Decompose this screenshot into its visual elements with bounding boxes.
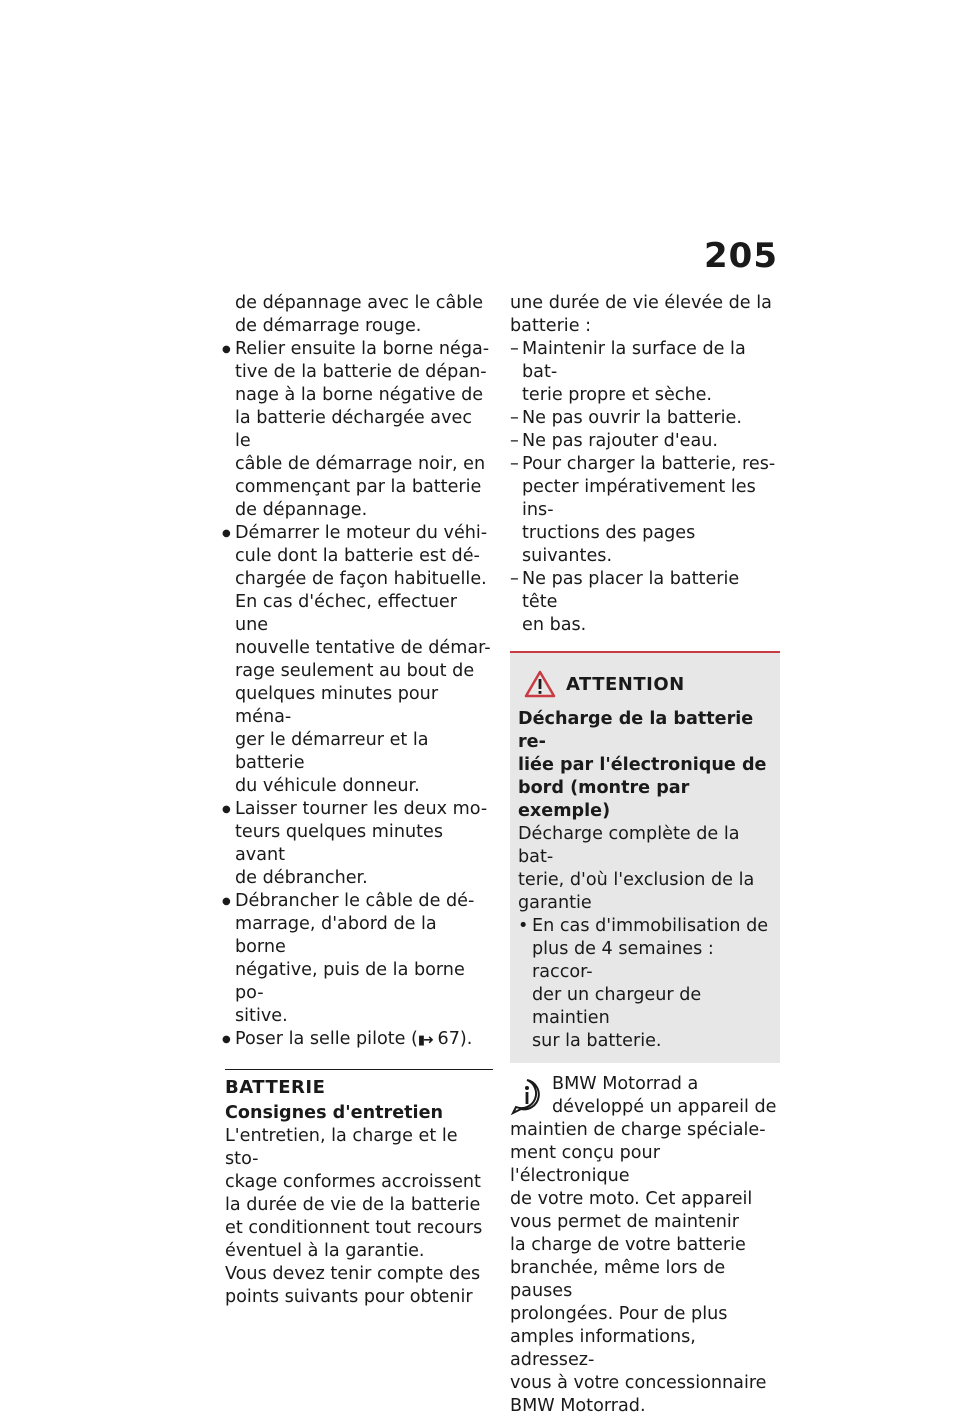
dash-line: – Pour charger la batterie, res- xyxy=(522,454,776,474)
warning-bullet-line: plus de 4 semaines : raccor- xyxy=(532,939,714,982)
bullet-item xyxy=(225,338,493,522)
bullet-line: ● Démarrer le moteur du véhi- xyxy=(235,523,488,543)
paragraph-line: batterie : xyxy=(510,316,592,336)
info-line: vous à votre concessionnaire xyxy=(510,1373,767,1393)
bullet-line: ● Relier ensuite la borne néga- xyxy=(235,339,490,359)
bullet-line: commençant par la batterie xyxy=(235,477,482,497)
bullet-line: quelques minutes pour ména- xyxy=(235,684,439,727)
info-line: maintien de charge spéciale- xyxy=(510,1120,766,1140)
bullet-line: la batterie déchargée avec le xyxy=(235,408,472,451)
dash-line: – Ne pas placer la batterie tête xyxy=(522,569,740,612)
bullet-line: du véhicule donneur. xyxy=(235,776,420,796)
warning-bullet xyxy=(518,915,772,1053)
info-head-text xyxy=(552,1073,776,1119)
bullet-line: Poser la selle pilote ( xyxy=(235,1029,418,1049)
dash-item xyxy=(510,407,780,430)
bullet-line: ● Laisser tourner les deux mo- xyxy=(235,799,488,819)
bullet-item xyxy=(225,890,493,1028)
bullet-line: nouvelle tentative de démar- xyxy=(235,638,491,658)
bullet-line: tive de la batterie de dépan- xyxy=(235,362,487,382)
warning-heading-line: Décharge de la batterie re- xyxy=(518,709,754,752)
paragraph-line: une durée de vie élevée de la xyxy=(510,293,772,313)
info-line: la charge de votre batterie xyxy=(510,1235,746,1255)
bullet-line: ● Débrancher le câble de dé- xyxy=(235,891,475,911)
warning-heading-line: liée par l'électronique de xyxy=(518,755,767,775)
dash-line: pecter impérativement les ins- xyxy=(522,477,756,520)
info-line: développé un appareil de xyxy=(552,1097,777,1117)
info-line: branchée, même lors de pauses xyxy=(510,1258,726,1301)
info-line: BMW Motorrad a xyxy=(552,1074,699,1094)
warning-bullet-line: sur la batterie. xyxy=(532,1031,662,1051)
warning-heading-line: bord (montre par exemple) xyxy=(518,778,690,821)
bullet-line: cule dont la batterie est dé- xyxy=(235,546,480,566)
dash-item xyxy=(510,453,780,568)
section-title: BATTERIE xyxy=(225,1077,326,1098)
info-note xyxy=(510,1073,780,1119)
left-column xyxy=(225,292,493,1309)
info-body xyxy=(510,1119,780,1418)
page-reference-arrow-icon: ▮➜ xyxy=(417,1033,432,1048)
bullet-line: teurs quelques minutes avant xyxy=(235,822,444,865)
bullet-line: négative, puis de la borne po- xyxy=(235,960,465,1003)
section-divider xyxy=(225,1069,493,1070)
paragraph-line: et conditionnent tout recours xyxy=(225,1218,483,1238)
info-line: BMW Motorrad. xyxy=(510,1396,646,1416)
bullet-line: ger le démarreur et la batterie xyxy=(235,730,429,773)
dash-item xyxy=(510,338,780,407)
paragraph-line: ckage conformes accroissent xyxy=(225,1172,481,1192)
bullet-item xyxy=(225,1028,493,1052)
dash-line: tructions des pages suivantes. xyxy=(522,523,696,566)
warning-box xyxy=(510,651,780,1063)
continued-text-line: de dépannage avec le câble xyxy=(235,293,484,313)
info-line: prolongées. Pour de plus xyxy=(510,1304,728,1324)
dash-line: – Ne pas rajouter d'eau. xyxy=(522,431,719,451)
warning-title: ATTENTION xyxy=(566,673,685,695)
paragraph-line: L'entretien, la charge et le sto- xyxy=(225,1126,458,1169)
bullet-line: de débrancher. xyxy=(235,868,368,888)
bullet-line: nage à la borne négative de xyxy=(235,385,484,405)
bullet-line: marrage, d'abord de la borne xyxy=(235,914,437,957)
info-line: amples informations, adressez- xyxy=(510,1327,696,1370)
continued-text-line: de démarrage rouge. xyxy=(235,316,422,336)
warning-bullet-line: der un chargeur de maintien xyxy=(532,985,702,1028)
paragraph-line: points suivants pour obtenir xyxy=(225,1287,473,1307)
paragraph-line: Vous devez tenir compte des xyxy=(225,1264,481,1284)
dash-line: en bas. xyxy=(522,615,587,635)
warning-text-line: garantie xyxy=(518,893,592,913)
bullet-line: sitive. xyxy=(235,1006,288,1026)
dash-item xyxy=(510,568,780,637)
warning-heading xyxy=(518,708,772,823)
bullet-line: chargée de façon habituelle. xyxy=(235,569,487,589)
paragraph xyxy=(225,1263,493,1309)
dash-line: – Maintenir la surface de la bat- xyxy=(522,339,746,382)
right-column xyxy=(510,292,780,1418)
paragraph xyxy=(510,292,780,338)
bullet-line: rage seulement au bout de xyxy=(235,661,475,681)
dash-line: terie propre et sèche. xyxy=(522,385,713,405)
warning-text xyxy=(518,823,772,915)
paragraph-line: la durée de vie de la batterie xyxy=(225,1195,481,1215)
bullet-line: de dépannage. xyxy=(235,500,368,520)
dash-item xyxy=(510,430,780,453)
warning-text-line: terie, d'où l'exclusion de la xyxy=(518,870,755,890)
bullet-line: En cas d'échec, effectuer une xyxy=(235,592,457,635)
dash-line: – Ne pas ouvrir la batterie. xyxy=(522,408,742,428)
page-number: 205 xyxy=(704,236,778,276)
paragraph xyxy=(225,1125,493,1263)
warning-triangle-icon xyxy=(524,670,556,698)
bullet-item xyxy=(225,522,493,798)
warning-text-line: Décharge complète de la bat- xyxy=(518,824,740,867)
info-icon xyxy=(510,1077,544,1115)
info-line: vous permet de maintenir xyxy=(510,1212,739,1232)
subsection-heading: Consignes d'entretien xyxy=(225,1103,444,1123)
paragraph-line: éventuel à la garantie. xyxy=(225,1241,425,1261)
info-line: de votre moto. Cet appareil xyxy=(510,1189,753,1209)
page-reference-link[interactable]: 67). xyxy=(437,1029,473,1049)
warning-bullet-line: • En cas d'immobilisation de xyxy=(532,916,769,936)
bullet-line: câble de démarrage noir, en xyxy=(235,454,486,474)
bullet-item xyxy=(225,798,493,890)
warning-header xyxy=(518,670,772,698)
info-line: ment conçu pour l'électronique xyxy=(510,1143,660,1186)
